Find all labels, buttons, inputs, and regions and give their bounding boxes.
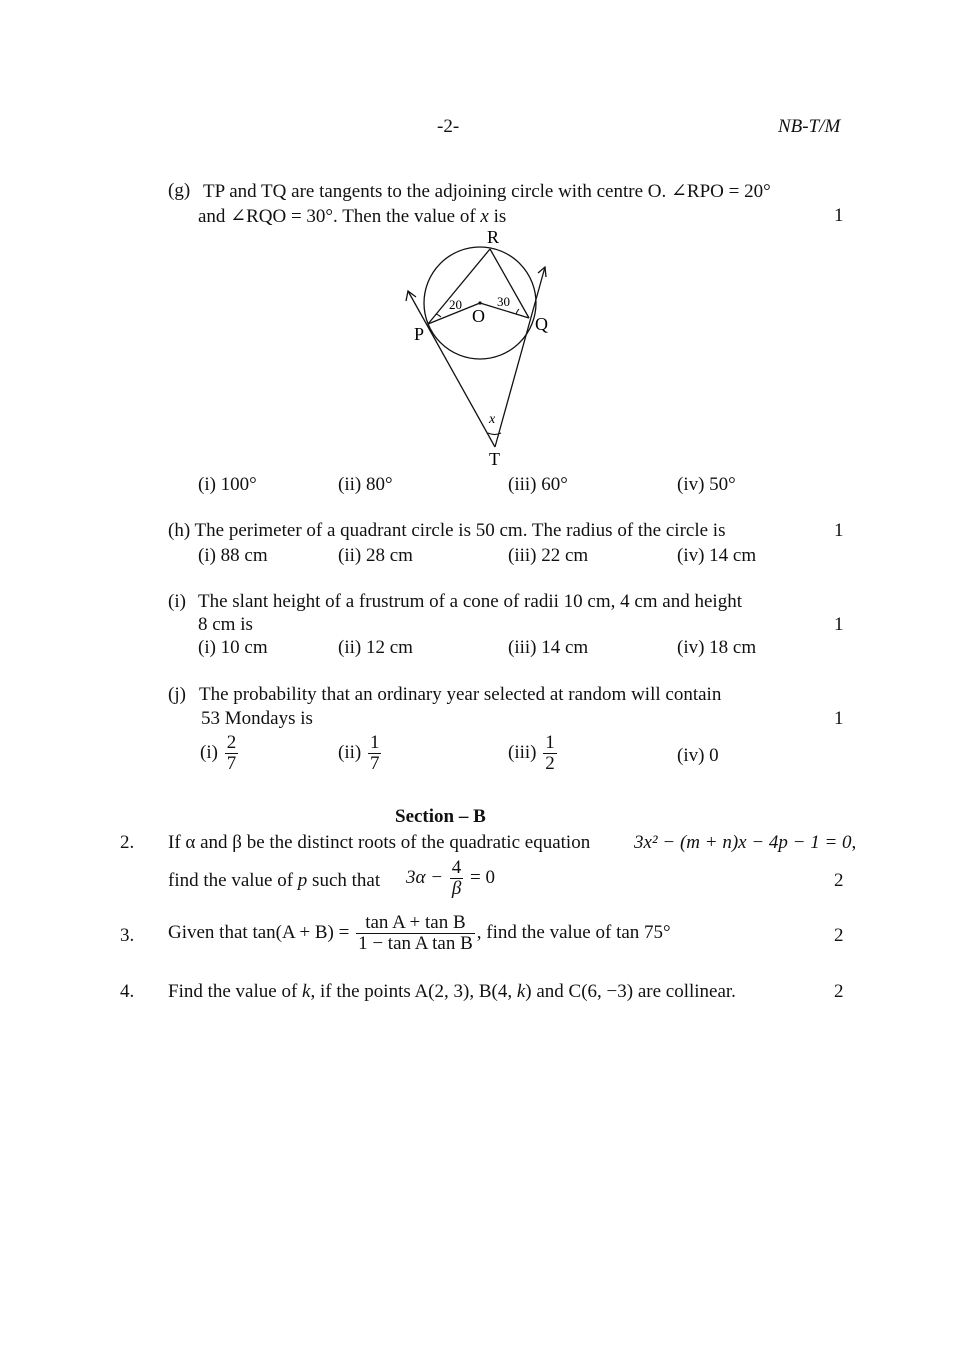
marks: 1 bbox=[834, 520, 844, 541]
question-text: The probability that an ordinary year selected at random will contain bbox=[199, 684, 722, 705]
section-heading: Section – B bbox=[395, 806, 486, 827]
label-t: T bbox=[489, 449, 500, 469]
question-text: The slant height of a frustrum of a cone of radii 10 cm, 4 cm and height bbox=[198, 591, 742, 612]
centre-dot bbox=[478, 301, 481, 304]
question-text-line2: find the value of p such that bbox=[168, 870, 381, 891]
fraction: $\frac{1}{7}$ bbox=[369, 732, 380, 774]
option: (iii) 60° bbox=[508, 474, 568, 495]
option: (ii) 12 cm bbox=[338, 637, 413, 658]
angle-label-x: x bbox=[489, 412, 496, 427]
angle-label-20: 20 bbox=[449, 297, 462, 312]
question-text: If α and β be the distinct roots of the quadratic equation bbox=[168, 832, 591, 853]
question-label: (j) bbox=[168, 684, 186, 705]
marks: 2 bbox=[834, 981, 844, 1002]
quadratic-equation: 3x² − (m + n)x − 4p − 1 = 0, bbox=[634, 832, 857, 853]
option: (i) 100° bbox=[198, 474, 257, 495]
fraction: $\frac{1}{2}$ bbox=[545, 732, 555, 774]
question-text-line2: 8 cm is bbox=[198, 614, 253, 635]
option: (iv) 14 cm bbox=[677, 545, 757, 566]
option: (i) 88 cm bbox=[198, 545, 268, 566]
question-number: 2. bbox=[120, 832, 135, 853]
option: (i) 10 cm bbox=[198, 637, 268, 658]
option: (iv) 18 cm bbox=[677, 637, 757, 658]
fraction: $\frac{4}{\beta}$ bbox=[451, 857, 462, 899]
label-q: Q bbox=[535, 314, 548, 334]
page-number: -2- bbox=[437, 116, 460, 137]
marks: 2 bbox=[834, 925, 844, 946]
marks: 1 bbox=[834, 708, 844, 729]
condition-expression: 3α − $\frac{4}{\beta}$ = 0 bbox=[406, 857, 496, 899]
option: (iv) 50° bbox=[677, 474, 736, 495]
question-number: 3. bbox=[120, 925, 135, 946]
paper-code: NB-T/M bbox=[778, 116, 841, 137]
option-fraction: (iii) $\frac{1}{2}$ bbox=[508, 732, 555, 774]
question-text: TP and TQ are tangents to the adjoining circle with centre O. ∠RPO = 20° bbox=[203, 181, 771, 202]
option-fraction: (ii) $\frac{1}{7}$ bbox=[338, 732, 380, 774]
angle-label-30: 30 bbox=[497, 294, 510, 309]
option: (ii) 80° bbox=[338, 474, 393, 495]
label-o: O bbox=[472, 306, 485, 326]
option: (iv) 0 bbox=[677, 745, 719, 766]
angle-arc-p bbox=[436, 314, 441, 317]
fraction: $\frac{\text{tan A + tan B}}{\text{1 − tan A tan B}}$ bbox=[358, 912, 473, 954]
question-text-line2: 53 Mondays is bbox=[201, 708, 313, 729]
label-p: P bbox=[414, 324, 425, 344]
option: (iii) 14 cm bbox=[508, 637, 589, 658]
question-label: (g) bbox=[168, 180, 191, 201]
question-text: (h) The perimeter of a quadrant circle is 50 cm. The radius of the circle is bbox=[168, 520, 726, 541]
marks: 2 bbox=[834, 870, 844, 891]
tangent-circle-figure bbox=[395, 225, 570, 475]
fraction: $\frac{2}{7}$ bbox=[226, 732, 237, 774]
marks: 1 bbox=[834, 205, 844, 226]
option: (iii) 22 cm bbox=[508, 545, 589, 566]
option: (ii) 28 cm bbox=[338, 545, 413, 566]
marks: 1 bbox=[834, 614, 844, 635]
question-text-line2: and ∠RQO = 30°. Then the value of x is bbox=[198, 206, 507, 227]
option-fraction: (i) $\frac{2}{7}$ bbox=[200, 732, 237, 774]
label-r: R bbox=[487, 227, 500, 247]
question-text: Find the value of k, if the points A(2, 3), B(4, k) and C(6, −3) are collinear. bbox=[168, 981, 736, 1002]
question-text: Given that tan(A + B) = $\frac{\text{tan A + tan B}}{\text{1 − tan A tan B}}$ , find the value of tan 75° bbox=[168, 912, 671, 954]
angle-arc-q bbox=[516, 309, 519, 314]
question-label: (i) bbox=[168, 591, 186, 612]
question-number: 4. bbox=[120, 981, 135, 1002]
